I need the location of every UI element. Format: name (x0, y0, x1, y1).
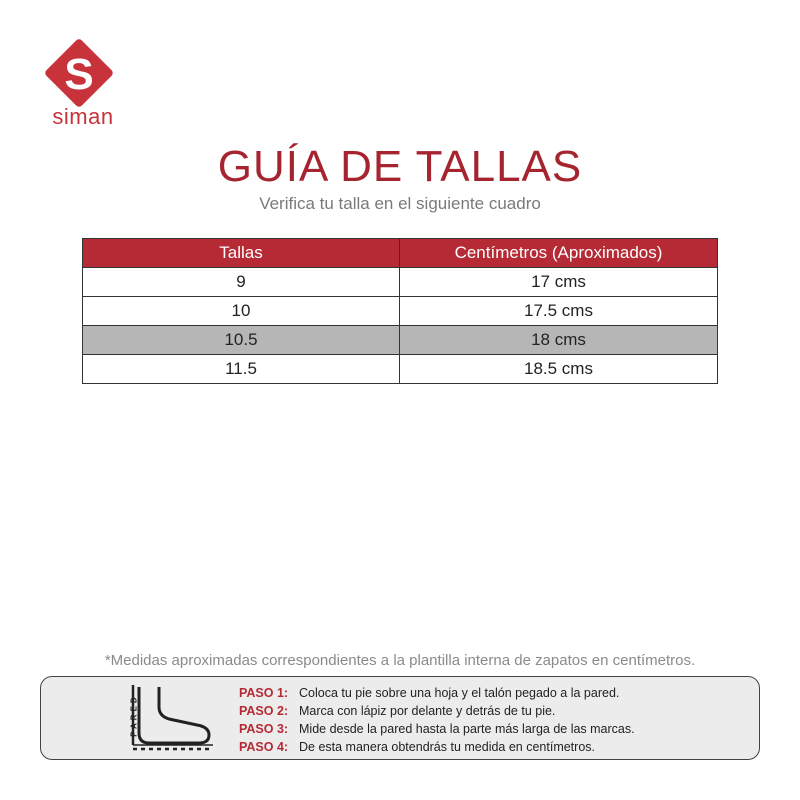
size-cell: 10 (83, 297, 400, 326)
cm-cell: 18.5 cms (400, 355, 718, 384)
step-item (239, 702, 635, 720)
logo-letter: S (64, 50, 94, 99)
table-header-row (83, 239, 718, 268)
column-header-size: Tallas (83, 239, 400, 268)
siman-logo[interactable] (46, 46, 120, 136)
step-text: Coloca tu pie sobre una hoja y el talón pegado a la pared. (299, 686, 620, 700)
size-cell: 10.5 (83, 326, 400, 355)
step-label: PASO 4: (239, 740, 289, 754)
column-header-cm: Centímetros (Aproximados) (400, 239, 718, 268)
cm-cell: 18 cms (400, 326, 718, 355)
step-text: Marca con lápiz por delante y detrás de tu pie. (299, 704, 556, 718)
measurement-note: *Medidas aproximadas correspondientes a la plantilla interna de zapatos en centímetros. (104, 652, 696, 669)
table-row (83, 268, 718, 297)
cm-cell: 17.5 cms (400, 297, 718, 326)
page-title: GUÍA DE TALLAS (217, 142, 583, 191)
page-subtitle: Verifica tu talla en el siguiente cuadro (259, 194, 541, 213)
steps-list (239, 684, 635, 756)
logo-wordmark: siman (52, 104, 114, 129)
wall-label: PARED (129, 694, 139, 737)
step-label: PASO 2: (239, 704, 289, 718)
step-item (239, 684, 635, 702)
step-label: PASO 3: (239, 722, 289, 736)
foot-against-wall-icon (117, 683, 217, 753)
step-item (239, 738, 635, 756)
instructions-box (40, 676, 760, 760)
table-row-highlighted (83, 326, 718, 355)
size-cell: 11.5 (83, 355, 400, 384)
step-item (239, 720, 635, 738)
table-row (83, 355, 718, 384)
table-row (83, 297, 718, 326)
step-text: Mide desde la pared hasta la parte más larga de las marcas. (299, 722, 635, 736)
size-cell: 9 (83, 268, 400, 297)
step-label: PASO 1: (239, 686, 289, 700)
step-text: De esta manera obtendrás tu medida en centímetros. (299, 740, 595, 754)
cm-cell: 17 cms (400, 268, 718, 297)
size-table (82, 238, 718, 384)
